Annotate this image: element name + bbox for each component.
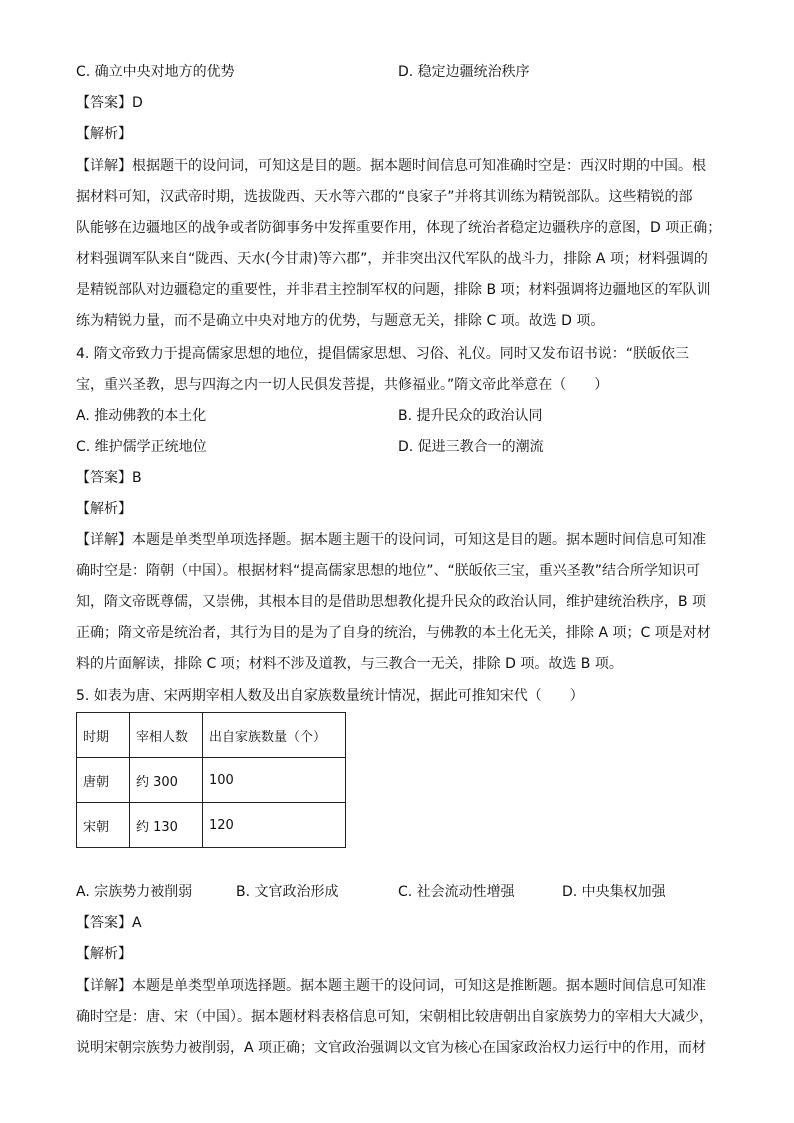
- q4-stem-line: 宝，重兴圣教，思与四海之内一切人民俱发菩提，共修福业。”隋文帝此举意在（ ）: [76, 377, 609, 393]
- q3-detail-line: 练为精锐力量，而不是确立中央对地方的优势，与题意无关，排除 C 项。故选 D 项。: [76, 313, 605, 329]
- q4-option-d: D. 促进三教合一的潮流: [398, 439, 544, 455]
- table-cell: 宋朝: [77, 803, 130, 848]
- q5-detail-line: 说明宋朝宗族势力被削弱，A 项正确；文官政治强调以文官为核心在国家政治权力运行中的作用，而材: [76, 1040, 707, 1056]
- q3-detail-line: 材料强调军队来自“陇西、天水(今甘肃)等六郡”，并非突出汉代军队的战斗力，排除 A 项；材料强调的: [76, 251, 708, 267]
- table-cell: 120: [203, 803, 346, 848]
- q5-detail: [76, 976, 716, 1058]
- q3-answer: 【答案】D: [76, 95, 143, 111]
- table-header-cell: 出自家族数量（个）: [203, 713, 346, 758]
- table-cell: 100: [203, 758, 346, 803]
- q3-detail-line: 是精锐部队对边疆稳定的重要性，并非君主控制军权的问题，排除 B 项；材料强调将边疆地区的军队训: [76, 282, 711, 298]
- q4-detail-line: 知，隋文帝既尊儒，又崇佛，其根本目的是借助思想教化提升民众的政治认同，维护建统治秩序，B 项: [76, 594, 707, 610]
- table-header-cell: 时期: [77, 713, 130, 758]
- table-row: [77, 803, 346, 848]
- q5-options: [76, 882, 716, 902]
- q5-detail-line: 确时空是：唐、宋（中国）。据本题材料表格信息可知，宋朝相比较唐朝出自家族势力的宰相大大减少，: [76, 1009, 713, 1025]
- q4-stem: [76, 344, 716, 395]
- table-cell: 约 300: [130, 758, 203, 803]
- q4-option-a: A. 推动佛教的本土化: [76, 408, 207, 424]
- q5-option-a: A. 宗族势力被削弱: [76, 884, 193, 900]
- q4-option-b: B. 提升民众的政治认同: [398, 408, 543, 424]
- q3-option-d: D. 稳定边疆统治秩序: [398, 64, 530, 80]
- table-cell: 唐朝: [77, 758, 130, 803]
- q4-answer: 【答案】B: [76, 470, 142, 486]
- table-header-row: [77, 713, 346, 758]
- q3-detail-line: 【详解】根据题干的设问词，可知这是目的题。据本题时间信息可知准确时空是：西汉时期的中国。根: [76, 158, 706, 174]
- q5-detail-line: 【详解】本题是单类型单项选择题。据本题主题干的设问词，可知这是推断题。据本题时间信息可知准: [76, 978, 706, 994]
- q3-option-c: C. 确立中央对地方的优势: [76, 64, 235, 80]
- table-header-cell: 宰相人数: [130, 713, 203, 758]
- q3-detail-line: 队能够在边疆地区的战争或者防御事务中发挥重要作用，体现了统治者稳定边疆秩序的意图，D 项正确；: [76, 220, 722, 236]
- q5-answer: 【答案】A: [76, 915, 142, 931]
- q3-detail-line: 据材料可知，汉武帝时期，选拔陇西、天水等六郡的“良家子”并将其训练为精锐部队。这些精锐的部: [76, 189, 693, 205]
- q4-detail-line: 【详解】本题是单类型单项选择题。据本题主题干的设问词，可知这是目的题。据本题时间信息可知准: [76, 532, 706, 548]
- q5-stem: 5. 如表为唐、宋两期宰相人数及出自家族数量统计情况，据此可推知宋代（ ）: [76, 688, 584, 704]
- q4-detail-line: 确时空是：隋朝（中国）。根据材料“提高儒家思想的地位”、“朕皈依三宝，重兴圣教”结合所学知识可: [76, 563, 701, 579]
- q4-detail-line: 料的片面解读，排除 C 项；材料不涉及道教，与三教合一无关，排除 D 项。故选 B 项。: [76, 656, 623, 672]
- q5-option-c: C. 社会流动性增强: [398, 884, 515, 900]
- q5-option-d: D. 中央集权加强: [562, 884, 666, 900]
- q5-analysis-heading: 【解析】: [76, 946, 132, 962]
- q5-option-b: B. 文官政治形成: [236, 884, 339, 900]
- q5-data-table: [76, 712, 346, 848]
- table-cell: 约 130: [130, 803, 203, 848]
- q4-analysis-heading: 【解析】: [76, 501, 132, 517]
- q4-stem-line: 4. 隋文帝致力于提高儒家思想的地位，提倡儒家思想、习俗、礼仪。同时又发布诏书说：“朕皈依三: [76, 346, 690, 362]
- q3-analysis-heading: 【解析】: [76, 126, 132, 142]
- q3-detail: [76, 156, 722, 331]
- q4-option-c: C. 维护儒学正统地位: [76, 439, 207, 455]
- q4-detail-line: 正确；隋文帝是统治者，其行为目的是为了自身的统治，与佛教的本土化无关，排除 A 项；C 项是对材: [76, 625, 711, 641]
- table-row: [77, 758, 346, 803]
- q4-detail: [76, 530, 716, 674]
